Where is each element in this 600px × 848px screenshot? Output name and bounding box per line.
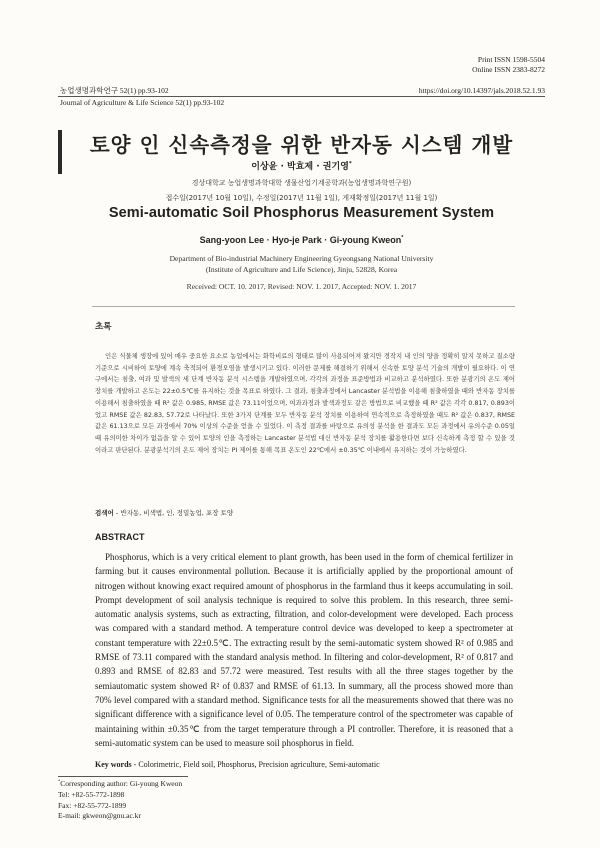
footnote-rule <box>58 776 188 777</box>
affiliation-kr: 경상대학교 농업생명과학대학 생물산업기계공학과(농업생명과학연구원) <box>191 179 412 187</box>
authors-kr: 이상윤 · 박효제 · 권기영* <box>251 161 352 172</box>
title-kr: 토양 인 신속측정을 위한 반자동 시스템 개발 <box>89 133 514 157</box>
doi-link[interactable]: https://doi.org/10.14397/jals.2018.52.1.93 <box>418 86 545 95</box>
dates-kr: 접수일(2017년 10월 10일), 수정일(2017년 11월 1일), 게재확정일(2017년 11월 1일) <box>165 194 438 202</box>
footnote-fax: Fax: +82-55-772-1899 <box>58 800 127 810</box>
footnote-tel: Tel: +82-55-772-1898 <box>58 789 125 799</box>
footnote-corresponding: *Corresponding author: Gi-young Kweon <box>58 778 183 788</box>
abstract-en-heading: ABSTRACT <box>95 532 145 542</box>
divider <box>92 306 515 307</box>
print-issn: Print ISSN 1598-5504 <box>477 55 545 64</box>
footnote <box>58 779 182 822</box>
affiliation-en-line2: (Institute of Agriculture and Life Science), Jinju, 52828, Korea <box>205 265 398 274</box>
authors-en: Sang-yoon Lee · Hyo-je Park · Gi-young Kweon* <box>199 235 404 245</box>
dates-en: Received: OCT. 10. 2017, Revised: NOV. 1. 2017, Accepted: NOV. 1. 2017 <box>186 282 417 291</box>
abstract-kr-body: 인은 식물체 생장에 있어 매우 중요한 요소로 농업에서는 화학비료의 형태로 많이 사용되어져 왔지만 경작지 내 인의 양을 정확히 알지 못하고 질소량 기준으로 시비하여 토양에 계속 축적되어 환경오염을 발생시키고 있다. 이러한 문제를 해결하기 위해서 신속한 토양 분석 기술의 개발이 필요하다. 이 연구에서는 침출, 여과 및 발색의 세 단계 반자동 분석 시스템을 개발하였으며, 각각의 과정을 표준방법과 비교하고 분석하였다. 또한 분광기의 온도 제어 장치를 개발하고 온도는 22±0.5℃를 유지하는 것을 목표로 하였다. 그 결과, 침출과정에서 Lancaster 분석법을 이용해 침출하였을 때와 반자동 장치를 이용해서 침출하였을 때 R² 값은 0.985, RMSE 값은 73.11이었으며, 여과과정과 발색과정도 같은 방법으로 비교했을 때 R² 값은 각각 0.817, 0.893이었고 RMSE 값은 82.83, 57.72로 나타났다. 또한 3가지 단계를 모두 반자동 분석 장치를 이용하여 연속적으로 측정하였을 때도 R² 값은 0.837, RMSE 값은 61.13으로 모든 과정에서 70% 이상의 수준을 얻을 수 있었다. 이 측정 결과를 바탕으로 유의성 분석을 한 결과도 모든 과정에서 유의수준 0.05일 때 유의미한 차이가 없음을 알 수 있어 토양의 인을 측정하는 Lancaster 분석법 대신 반자동 분석 장치를 활용한다면 보다 신속하게 측정 할 수 있을 것이라고 판단된다. 분광분석기의 온도 제어 장치는 PI 제어를 통해 목표 온도인 22℃에서 ±0.35℃ 이내에서 유지하는 것이 가능하였다. <box>95 353 515 454</box>
abstract-en-body: Phosphorus, which is a very critical element to plant growth, has been used in the form of chemical fertilizer in farming but it causes environmental pollution. Because it is artificially applied by the proportional amount of nitrogen without knowing exact required amount of phosphorus in the farmland thus it keeps accumulating in soil. Prompt development of soil analysis technique is required to solve this problem. In this research, three semi-automatic analysis systems, such as extracting, filtration, and color-development were developed. Each process was compared with a standard method. A temperature control device was developed to keep a spectrometer at constant temperature with 22±0.5℃. The extracting result by the semi-automatic system showed R² of 0.985 and RMSE of 73.11 compared with the standard analysis method. In filtering and color-development, R² of 0.817 and 0.893 and RMSE of 82.83 and 57.72 were measured. Test results with all the three stages together by the semiautomatic system showed R² of 0.837 and RMSE of 61.13. In summary, all the process showed more than 70% level compared with a standard method. Significance tests for all the measurements showed that there was no significant difference with a significance level of 0.05. The temperature control of the spectrometer was capable of maintaining within ±0.35℃ from the target temperature through a PI controller. Therefore, it is reasoned that a semi-automatic system can be used to measure soil phosphorus in field. <box>95 552 513 748</box>
journal-header-kr: 농업생명과학연구 52(1) pp.93-102 <box>60 86 169 95</box>
keywords-kr: 검색어 - 반자동, 비색법, 인, 정밀농업, 포장 토양 <box>95 509 234 517</box>
affiliation-en-line1: Department of Bio-industrial Machinery Engineering Gyeongsang National University <box>169 254 434 263</box>
header-rule <box>58 96 545 97</box>
journal-header-en: Journal of Agriculture & Life Science 52(1) pp.93-102 <box>60 98 225 107</box>
title-en: Semi-automatic Soil Phosphorus Measurement System <box>108 205 495 221</box>
footnote-email[interactable]: E-mail: gkweon@gnu.ac.kr <box>58 811 141 821</box>
abstract-kr-heading: 초록 <box>95 322 112 332</box>
keywords-en: Key words - Colorimetric, Field soil, Phosphorus, Precision agriculture, Semi-automatic <box>95 760 380 769</box>
online-issn: Online ISSN 2383-8272 <box>472 65 545 74</box>
